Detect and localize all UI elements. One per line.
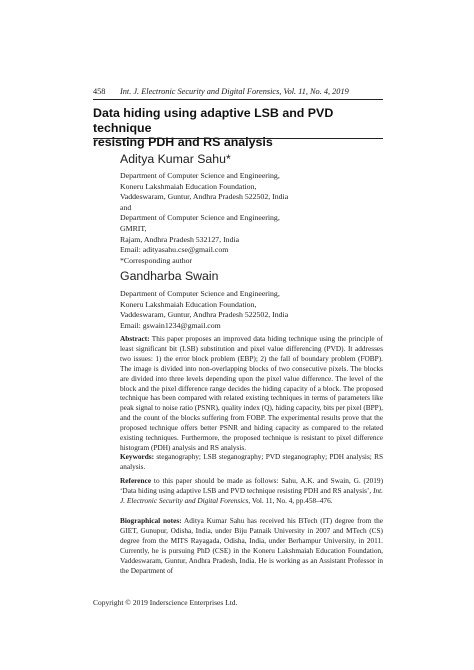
journal-citation: Int. J. Electronic Security and Digital Forensics, Vol. 11, No. 4, 2019 (120, 87, 349, 96)
biographical-notes (120, 516, 383, 575)
affiliation-line: Email: gswain1234@gmail.com (120, 320, 221, 330)
abstract-text: This paper proposes an improved data hiding technique using the principle of least significant bit (LSB) substitution and pixel value differencing (PVD). It addresses two issues: 1) the error block problem (EBP); 2) the fall of boundary problem (FOBP). The image is divided into non-overlapping blocks of two consecutive pixels. The blocks are divided into three levels depending upon the pixel value difference. The level of the block and the pixel difference range decides the hiding capacity of a block. The proposed technique has been compared with related existing techniques in terms of parameters like peak signal to noise ratio (PSNR), quality index (Q), hiding capacity, bits per pixel (BPP), and the count of the blocks suffering from FOBP. The experimental results prove that the proposed technique offers better PSNR and hiding capacity as compared to the related existing techniques. Furthermore, the proposed technique is resistant to pixel difference histogram (PDH) analysis and RS analysis. (120, 334, 383, 452)
affiliation-line: Department of Computer Science and Engineering, (120, 171, 280, 180)
reference-journal: Int. J. Electronic Security and Digital Forensics (120, 485, 383, 505)
affiliation-line: Koneru Lakshmaiah Education Foundation, (120, 299, 257, 309)
author-name: Aditya Kumar Sahu* (120, 152, 231, 166)
reference-label: Reference (120, 476, 152, 485)
title-line: resisting PDH and RS analysis (93, 135, 273, 149)
affiliation-line: Email: adityasahu.cse@gmail.com (120, 245, 229, 255)
affiliation-line: GMRIT, (120, 223, 147, 233)
affiliation-line: Koneru Lakshmaiah Education Foundation, (120, 181, 257, 191)
affiliation-line: Rajam, Andhra Pradesh 532127, India (120, 234, 240, 244)
reference (120, 476, 383, 506)
paper-title (93, 106, 393, 150)
title-line: Data hiding using adaptive LSB and PVD technique (93, 106, 334, 135)
affiliation-line: Vaddeswaram, Guntur, Andhra Pradesh 522502, India (120, 192, 289, 202)
affiliation-line: Vaddeswaram, Guntur, Andhra Pradesh 522502, India (120, 310, 289, 320)
keywords-text: steganography; LSB steganography; PVD steganography; PDH analysis; RS analysis. (120, 452, 384, 471)
keywords-label: Keywords: (120, 452, 155, 461)
reference-text: to this paper should be made as follows: Sahu, A.K. and Swain, G. (2019) ‘Data hiding using adaptive LSB and PVD technique resisting PDH and RS analysis’, (120, 476, 383, 495)
affiliation-line: Department of Computer Science and Engineering, (120, 289, 280, 298)
title-rule (93, 138, 383, 139)
abstract-label: Abstract: (120, 334, 150, 343)
header-rule (93, 99, 383, 100)
author-affiliation (120, 289, 288, 331)
running-header (93, 87, 383, 96)
affiliation-line: Department of Computer Science and Engineering, (120, 213, 280, 223)
author-name: Gandharba Swain (120, 269, 219, 283)
bio-text: Aditya Kumar Sahu has received his BTech (IT) degree from the GIET, Gunupur, Odisha, India, under Biju Patnaik University in 2007 and MTech (CS) degree from the MITS Rayagada, Odisha, India, under Berhampur University, in 2011. Currently, he is pursuing PhD (CSE) in the Koneru Lakshmaiah Education Foundation, Vaddeswaram, Guntur, Andhra Pradesh, India. He is working as an Assistant Professor in the Department of (120, 516, 384, 575)
keywords (120, 452, 383, 472)
affiliation-line: *Corresponding author (120, 255, 193, 265)
reference-text-end: , Vol. 11, No. 4, pp.458–476. (248, 495, 333, 505)
page-number: 458 (93, 87, 106, 96)
bio-label: Biographical notes: (120, 516, 182, 525)
affiliation-line: and (120, 202, 132, 212)
abstract (120, 334, 383, 453)
copyright-notice: Copyright © 2019 Inderscience Enterprises Ltd. (93, 598, 238, 607)
author-affiliation (120, 171, 288, 266)
